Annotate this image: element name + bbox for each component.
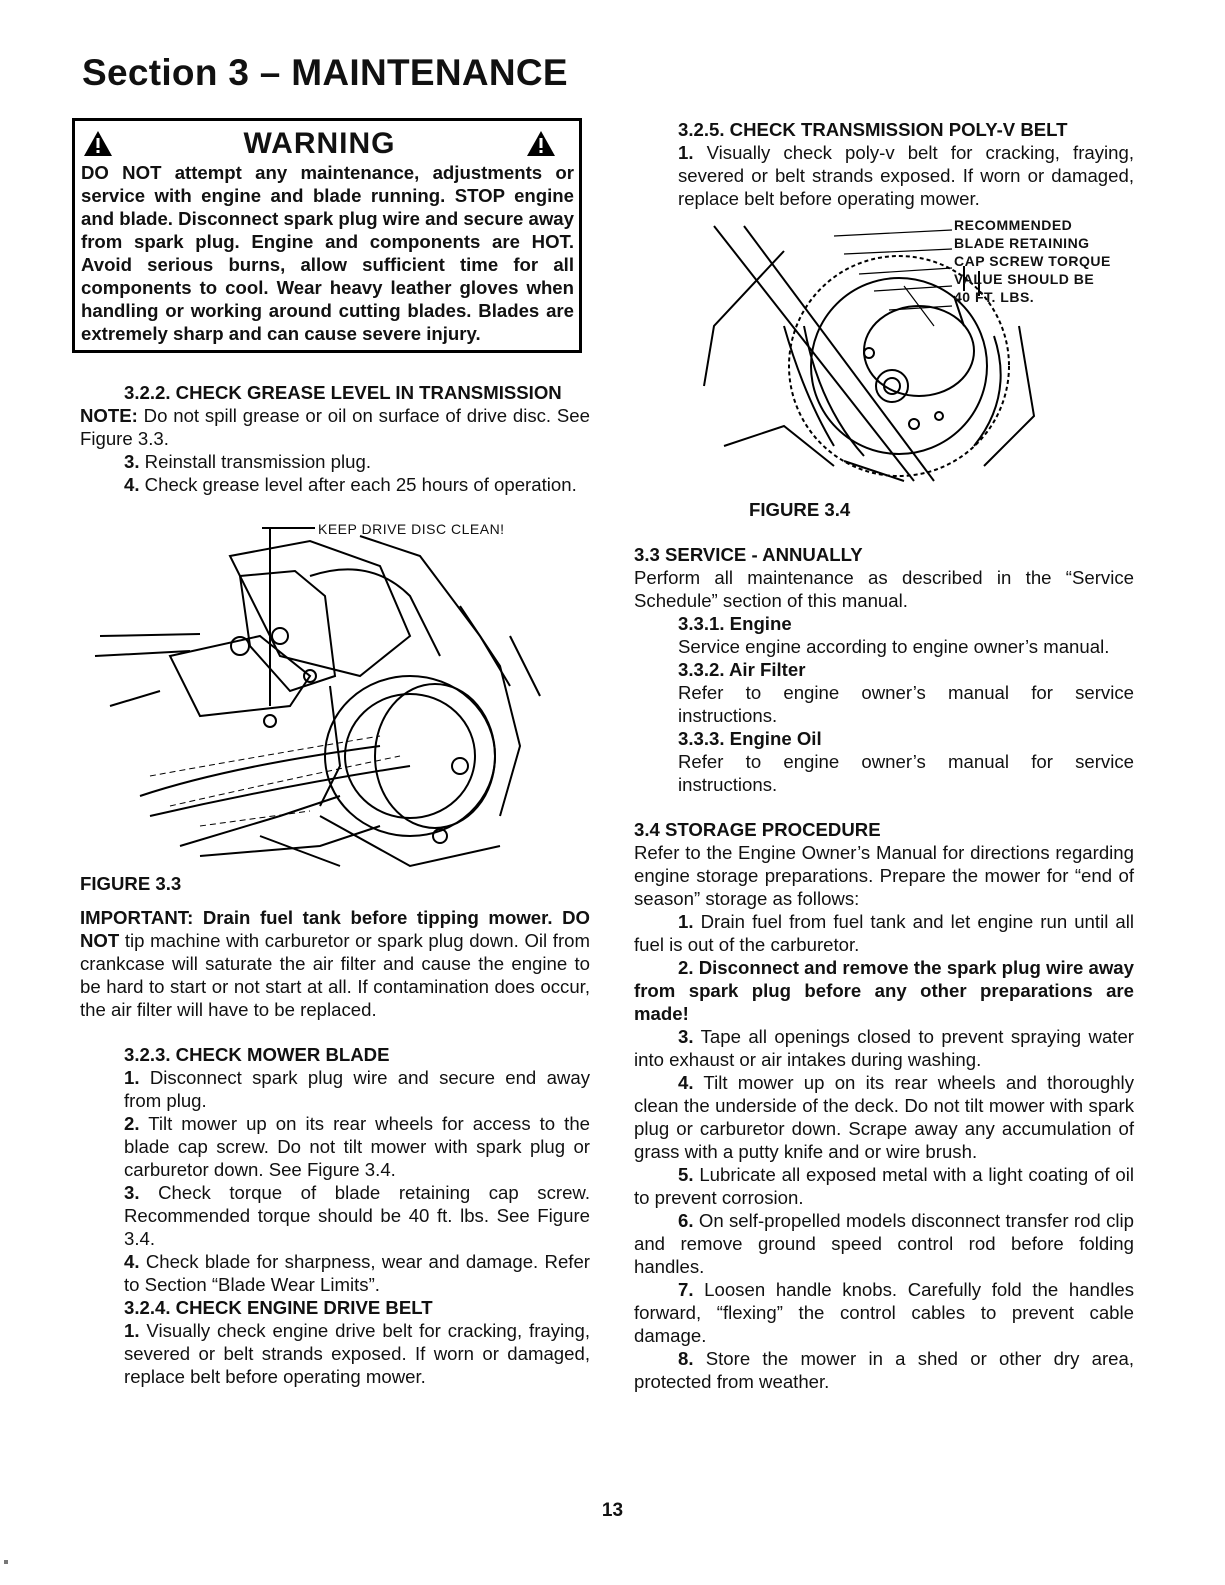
item-text: On self-propelled models disconnect transfer rod clip and remove ground speed control rod before folding handles. bbox=[634, 1210, 1134, 1277]
item-text: Store the mower in a shed or other dry area, protected from weather. bbox=[634, 1348, 1134, 1392]
item-number: 8. bbox=[678, 1348, 694, 1369]
list-item bbox=[80, 450, 590, 473]
item-text: Tape all openings closed to prevent spraying water into exhaust or air intakes during washing. bbox=[634, 1026, 1134, 1070]
scan-mark bbox=[4, 1560, 8, 1564]
item-number: 4. bbox=[124, 474, 140, 495]
item-text: Disconnect spark plug wire and secure end away from plug. bbox=[124, 1067, 590, 1111]
figure-3-3-caption: FIGURE 3.3 bbox=[80, 873, 182, 894]
note-label: NOTE: bbox=[80, 405, 138, 426]
section-3-3-heading: 3.3 SERVICE - ANNUALLY bbox=[634, 544, 863, 565]
list-item bbox=[634, 956, 1134, 1025]
callout-line: 40 FT. LBS. bbox=[954, 289, 1035, 305]
warning-triangle-icon bbox=[526, 130, 556, 157]
note-text: Do not spill grease or oil on surface of drive disc. See Figure 3.3. bbox=[80, 405, 590, 449]
figure-3-3 bbox=[80, 506, 590, 901]
section-3-3-subsections bbox=[634, 612, 1134, 796]
section-3-3-text: Perform all maintenance as described in the “Service Schedule” section of this manual. bbox=[634, 567, 1134, 611]
item-text: Visually check poly-v belt for cracking, fraying, severed or belt strands exposed. If worn or damaged, replace belt before operating mower. bbox=[678, 142, 1134, 209]
warning-title: WARNING bbox=[243, 126, 396, 160]
storage-list bbox=[634, 910, 1134, 1393]
item-number: 2. bbox=[678, 957, 694, 978]
item-number: 3. bbox=[124, 1182, 140, 1203]
figure-3-4 bbox=[634, 216, 1134, 528]
callout-line: VALUE SHOULD BE bbox=[954, 271, 1095, 287]
list-item bbox=[634, 1071, 1134, 1163]
callout-line: RECOMMENDED bbox=[954, 217, 1073, 233]
item-text: Loosen handle knobs. Carefully fold the handles forward, “flexing” the control cables to prevent cable damage. bbox=[634, 1279, 1134, 1346]
item-text: Tilt mower up on its rear wheels for access to the blade cap screw. Do not tilt mower with spark plug or carburetor down. See Figure 3.4. bbox=[124, 1113, 590, 1180]
list-item bbox=[634, 1278, 1134, 1347]
item-text: Lubricate all exposed metal with a light coating of oil to prevent corrosion. bbox=[634, 1164, 1134, 1208]
item-number: 2. bbox=[124, 1113, 140, 1134]
item-text: Disconnect and remove the spark plug wire away from spark plug before any other preparations are made! bbox=[634, 957, 1134, 1024]
figure-3-4-caption: FIGURE 3.4 bbox=[749, 499, 851, 520]
right-column bbox=[634, 118, 1134, 1393]
item-number: 1. bbox=[678, 142, 694, 163]
item-number: 1. bbox=[124, 1067, 140, 1088]
item-number: 4. bbox=[124, 1251, 140, 1272]
list-item bbox=[634, 141, 1134, 210]
important-text: tip machine with carburetor or spark plug down. Oil from crankcase will saturate the air filter and cause the engine to be hard to start or not start at all. If contamination does occur, the air filter will have to be replaced. bbox=[80, 930, 590, 1020]
list-item bbox=[80, 473, 590, 496]
section-3-3-2-text: Refer to engine owner’s manual for service instructions. bbox=[678, 682, 1134, 726]
item-text: Reinstall transmission plug. bbox=[139, 451, 372, 472]
callout-line: CAP SCREW TORQUE bbox=[954, 253, 1111, 269]
item-text: Tilt mower up on its rear wheels and thoroughly clean the underside of the deck. Do not tilt mower with spark plug or carburetor down. Scrape away any accumulation of grass with a putty knife and or wire brush. bbox=[634, 1072, 1134, 1162]
note-paragraph bbox=[80, 404, 590, 450]
list-item bbox=[124, 1066, 590, 1112]
list-item bbox=[634, 1209, 1134, 1278]
section-3-2-5-heading: 3.2.5. CHECK TRANSMISSION POLY-V BELT bbox=[678, 119, 1068, 140]
warning-text: DO NOT attempt any maintenance, adjustments or service with engine and blade running. STOP engine and blade. Disconnect spark plug wire and secure away from spark plug. Engine and components are HOT. Avoid serious burns, allow sufficient time for all components to cool. Wear heavy leather gloves when handling or working around cutting blades. Blades are extremely sharp and can cause severe injury. bbox=[81, 162, 574, 344]
section-3-3-1-text: Service engine according to engine owner’s manual. bbox=[678, 636, 1110, 657]
section-3-2-3-heading: 3.2.3. CHECK MOWER BLADE bbox=[124, 1044, 390, 1065]
left-column bbox=[80, 118, 590, 1388]
section-3-2-3-list bbox=[80, 1066, 590, 1388]
item-text: Check blade for sharpness, wear and damage. Refer to Section “Blade Wear Limits”. bbox=[124, 1251, 590, 1295]
page-title: Section 3 – MAINTENANCE bbox=[82, 52, 568, 93]
section-3-3-2-heading: 3.3.2. Air Filter bbox=[678, 659, 806, 680]
list-item bbox=[634, 1163, 1134, 1209]
list-item bbox=[124, 1181, 590, 1250]
warning-box bbox=[72, 118, 582, 353]
item-text: Check torque of blade retaining cap screw. Recommended torque should be 40 ft. lbs. See Figure 3.4. bbox=[124, 1182, 590, 1249]
list-item bbox=[124, 1319, 590, 1388]
section-3-3-1-heading: 3.3.1. Engine bbox=[678, 613, 792, 634]
warning-header bbox=[81, 125, 574, 161]
section-3-2-2-heading: 3.2.2. CHECK GREASE LEVEL IN TRANSMISSION bbox=[124, 382, 562, 403]
item-text: Visually check engine drive belt for cracking, fraying, severed or belt strands exposed. If worn or damaged, replace belt before operating mower. bbox=[124, 1320, 590, 1387]
important-paragraph bbox=[80, 906, 590, 1021]
item-text: Check grease level after each 25 hours of operation. bbox=[139, 474, 577, 495]
section-3-4-heading: 3.4 STORAGE PROCEDURE bbox=[634, 819, 881, 840]
list-item bbox=[634, 910, 1134, 956]
figure-3-4-callout bbox=[954, 216, 1111, 306]
callout-line: BLADE RETAINING bbox=[954, 235, 1090, 251]
figure-3-3-callout: KEEP DRIVE DISC CLEAN! bbox=[318, 521, 505, 537]
warning-triangle-icon bbox=[83, 130, 113, 157]
item-number: 3. bbox=[678, 1026, 694, 1047]
important-bold-text: IMPORTANT: Drain fuel tank before tipping mower. DO NOT bbox=[80, 907, 590, 951]
section-3-3-3-heading: 3.3.3. Engine Oil bbox=[678, 728, 822, 749]
list-item bbox=[124, 1112, 590, 1181]
item-number: 5. bbox=[678, 1164, 694, 1185]
list-item bbox=[634, 1025, 1134, 1071]
item-number: 3. bbox=[124, 451, 140, 472]
list-item bbox=[124, 1250, 590, 1296]
drive-disc-illustration bbox=[80, 516, 590, 876]
section-3-3-3-text: Refer to engine owner’s manual for service instructions. bbox=[678, 751, 1134, 795]
item-number: 1. bbox=[124, 1320, 140, 1341]
section-3-4-text: Refer to the Engine Owner’s Manual for directions regarding engine storage preparations. Prepare the mower for “end of season” storage as follows: bbox=[634, 842, 1134, 909]
section-3-2-4-heading: 3.2.4. CHECK ENGINE DRIVE BELT bbox=[124, 1297, 433, 1318]
list-item bbox=[634, 1347, 1134, 1393]
item-number: 4. bbox=[678, 1072, 694, 1093]
item-number: 6. bbox=[678, 1210, 694, 1231]
item-number: 1. bbox=[678, 911, 694, 932]
item-text: Drain fuel from fuel tank and let engine run until all fuel is out of the carburetor. bbox=[634, 911, 1134, 955]
item-number: 7. bbox=[678, 1279, 694, 1300]
page-number: 13 bbox=[601, 1500, 624, 1521]
